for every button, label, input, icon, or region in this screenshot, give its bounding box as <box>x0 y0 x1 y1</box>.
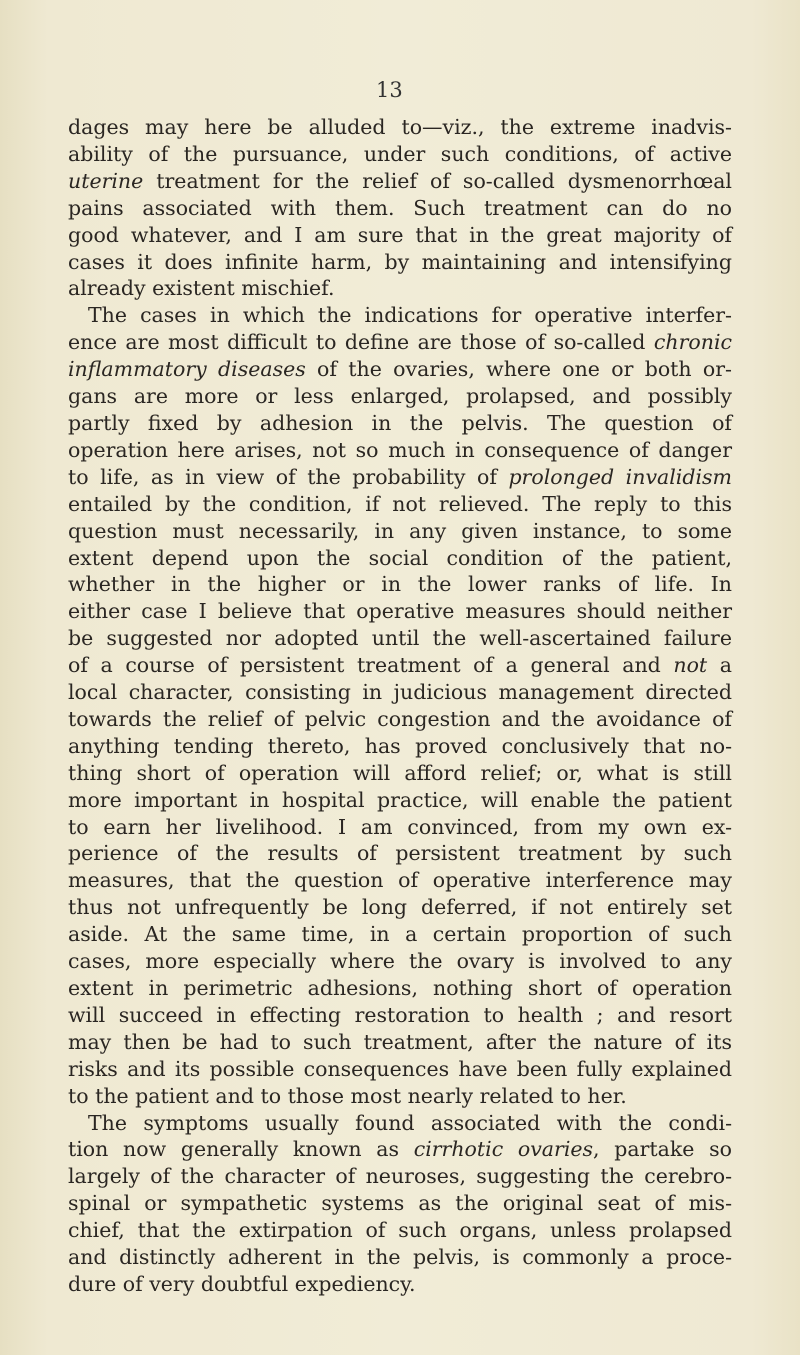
text-segment: spinal or sympathetic systems as the original seat of mis- <box>68 1191 732 1216</box>
text-line <box>68 1163 732 1190</box>
text-line <box>68 571 732 598</box>
text-line <box>68 329 732 356</box>
text-segment: anything tending thereto, has proved conclusively that no- <box>68 733 732 758</box>
italic-text: not <box>673 653 708 678</box>
text-line <box>68 383 732 410</box>
text-segment: be suggested nor adopted until the well-ascertained failure <box>68 626 732 651</box>
text-line <box>68 625 732 652</box>
text-segment: more important in hospital practice, will enable the patient <box>68 787 732 812</box>
text-line <box>68 1190 732 1217</box>
text-segment: extent depend upon the social condition of the patient, <box>68 545 732 570</box>
text-segment: already existent mischief. <box>68 276 335 301</box>
text-segment: chief, that the extirpation of such organs, unless prolapsed <box>68 1218 732 1243</box>
text-segment: largely of the character of neuroses, suggesting the cerebro- <box>68 1164 732 1189</box>
text-segment: and distinctly adherent in the pelvis, is commonly a proce- <box>68 1245 732 1270</box>
text-line <box>68 733 732 760</box>
text-line <box>68 410 732 437</box>
text-line <box>68 1244 732 1271</box>
text-segment: of a course of persistent treatment of a general and <box>68 653 674 678</box>
text-segment: of the ovaries, where one or both or- <box>305 357 732 382</box>
italic-text: inflammatory diseases <box>68 357 306 382</box>
text-line <box>68 356 732 383</box>
text-segment: extent in perimetric adhesions, nothing short of operation <box>68 976 732 1000</box>
text-line <box>68 1217 732 1244</box>
text-line <box>68 1083 732 1110</box>
text-segment: to earn her livelihood. I am convinced, from my own ex- <box>68 814 732 839</box>
text-segment: to the patient and to those most nearly related to her. <box>68 1083 627 1108</box>
italic-text: uterine <box>68 168 144 193</box>
text-line <box>68 787 732 814</box>
text-segment: towards the relief of pelvic congestion and the avoidance of <box>68 706 732 731</box>
text-segment: gans are more or less enlarged, prolapsed, and possibly <box>68 384 732 409</box>
text-segment: pains associated with them. Such treatment can do no <box>68 195 732 220</box>
text-line <box>68 706 732 733</box>
text-segment: question must necessarily, in any given instance, to some <box>68 518 732 543</box>
text-line <box>68 491 732 518</box>
text-line <box>68 840 732 867</box>
text-line <box>68 867 732 894</box>
text-line <box>68 302 732 329</box>
text-segment: thing short of operation will afford relief; or, what is still <box>68 760 732 785</box>
text-line <box>68 652 732 679</box>
text-segment: thus not unfrequently be long deferred, if not entirely set <box>68 895 732 920</box>
text-segment: cases it does infinite harm, by maintaining and intensifying <box>68 249 732 274</box>
text-line <box>68 1029 732 1056</box>
text-segment: measures, that the question of operative interference may <box>68 868 732 893</box>
text-line <box>68 1271 732 1298</box>
text-segment: good whatever, and I am sure that in the great majority of <box>68 222 732 247</box>
text-segment: cases, more especially where the ovary is involved to any <box>68 949 732 974</box>
text-segment: treatment for the relief of so-called dysmenorrhœal <box>143 168 732 193</box>
text-line <box>68 114 732 141</box>
text-segment: tion now generally known as <box>68 1137 414 1162</box>
text-segment: operation here arises, not so much in consequence of danger <box>68 437 732 462</box>
text-segment: The symptoms usually found associated with the condi- <box>88 1110 732 1135</box>
text-segment: either case I believe that operative measures should neither <box>68 599 732 624</box>
text-line <box>68 195 732 222</box>
text-line <box>68 921 732 948</box>
page-number: 13 <box>376 78 403 102</box>
text-segment: partly fixed by adhesion in the pelvis. The question of <box>68 410 732 435</box>
text-segment: dure of very doubtful expediency. <box>68 1271 416 1296</box>
text-line <box>68 437 732 464</box>
text-line <box>68 975 732 1002</box>
text-line <box>68 598 732 625</box>
text-line <box>68 679 732 706</box>
text-segment: risks and its possible consequences have been fully explained <box>68 1056 732 1081</box>
text-line <box>68 760 732 787</box>
text-segment: ence are most difficult to define are those of so-called <box>68 330 654 355</box>
text-line <box>68 545 732 572</box>
text-line <box>68 275 732 302</box>
text-segment: a <box>707 653 732 678</box>
text-line <box>68 249 732 276</box>
text-segment: aside. At the same time, in a certain proportion of such <box>68 922 732 947</box>
text-segment: local character, consisting in judicious management directed <box>68 680 732 705</box>
text-segment: perience of the results of persistent treatment by such <box>68 841 732 866</box>
text-segment: may then be had to such treatment, after the nature of its <box>68 1029 732 1054</box>
text-segment: ability of the pursuance, under such conditions, of active <box>68 141 732 166</box>
text-line <box>68 1002 732 1029</box>
text-line <box>68 948 732 975</box>
text-line <box>68 168 732 195</box>
text-line <box>68 222 732 249</box>
text-line <box>68 464 732 491</box>
text-line <box>68 1110 732 1137</box>
text-segment: , partake so <box>593 1137 732 1162</box>
body-text <box>68 114 732 1298</box>
text-segment: dages may here be alluded to—viz., the extreme inadvis- <box>68 115 732 139</box>
italic-text: cirrhotic ovaries <box>413 1137 594 1162</box>
italic-text: prolonged invalidism <box>508 464 732 489</box>
text-segment: will succeed in effecting restoration to health ; and resort <box>68 1002 732 1027</box>
text-segment: to life, as in view of the probability of <box>68 464 509 489</box>
text-line <box>68 1056 732 1083</box>
text-line <box>68 894 732 921</box>
text-segment: entailed by the condition, if not relieved. The reply to this <box>68 491 732 516</box>
text-line <box>68 141 732 168</box>
text-segment: The cases in which the indications for operative interfer- <box>88 303 732 328</box>
text-line <box>68 518 732 545</box>
text-line <box>68 814 732 841</box>
italic-text: chronic <box>653 330 732 355</box>
text-segment: whether in the higher or in the lower ranks of life. In <box>68 572 732 597</box>
text-line <box>68 1136 732 1163</box>
